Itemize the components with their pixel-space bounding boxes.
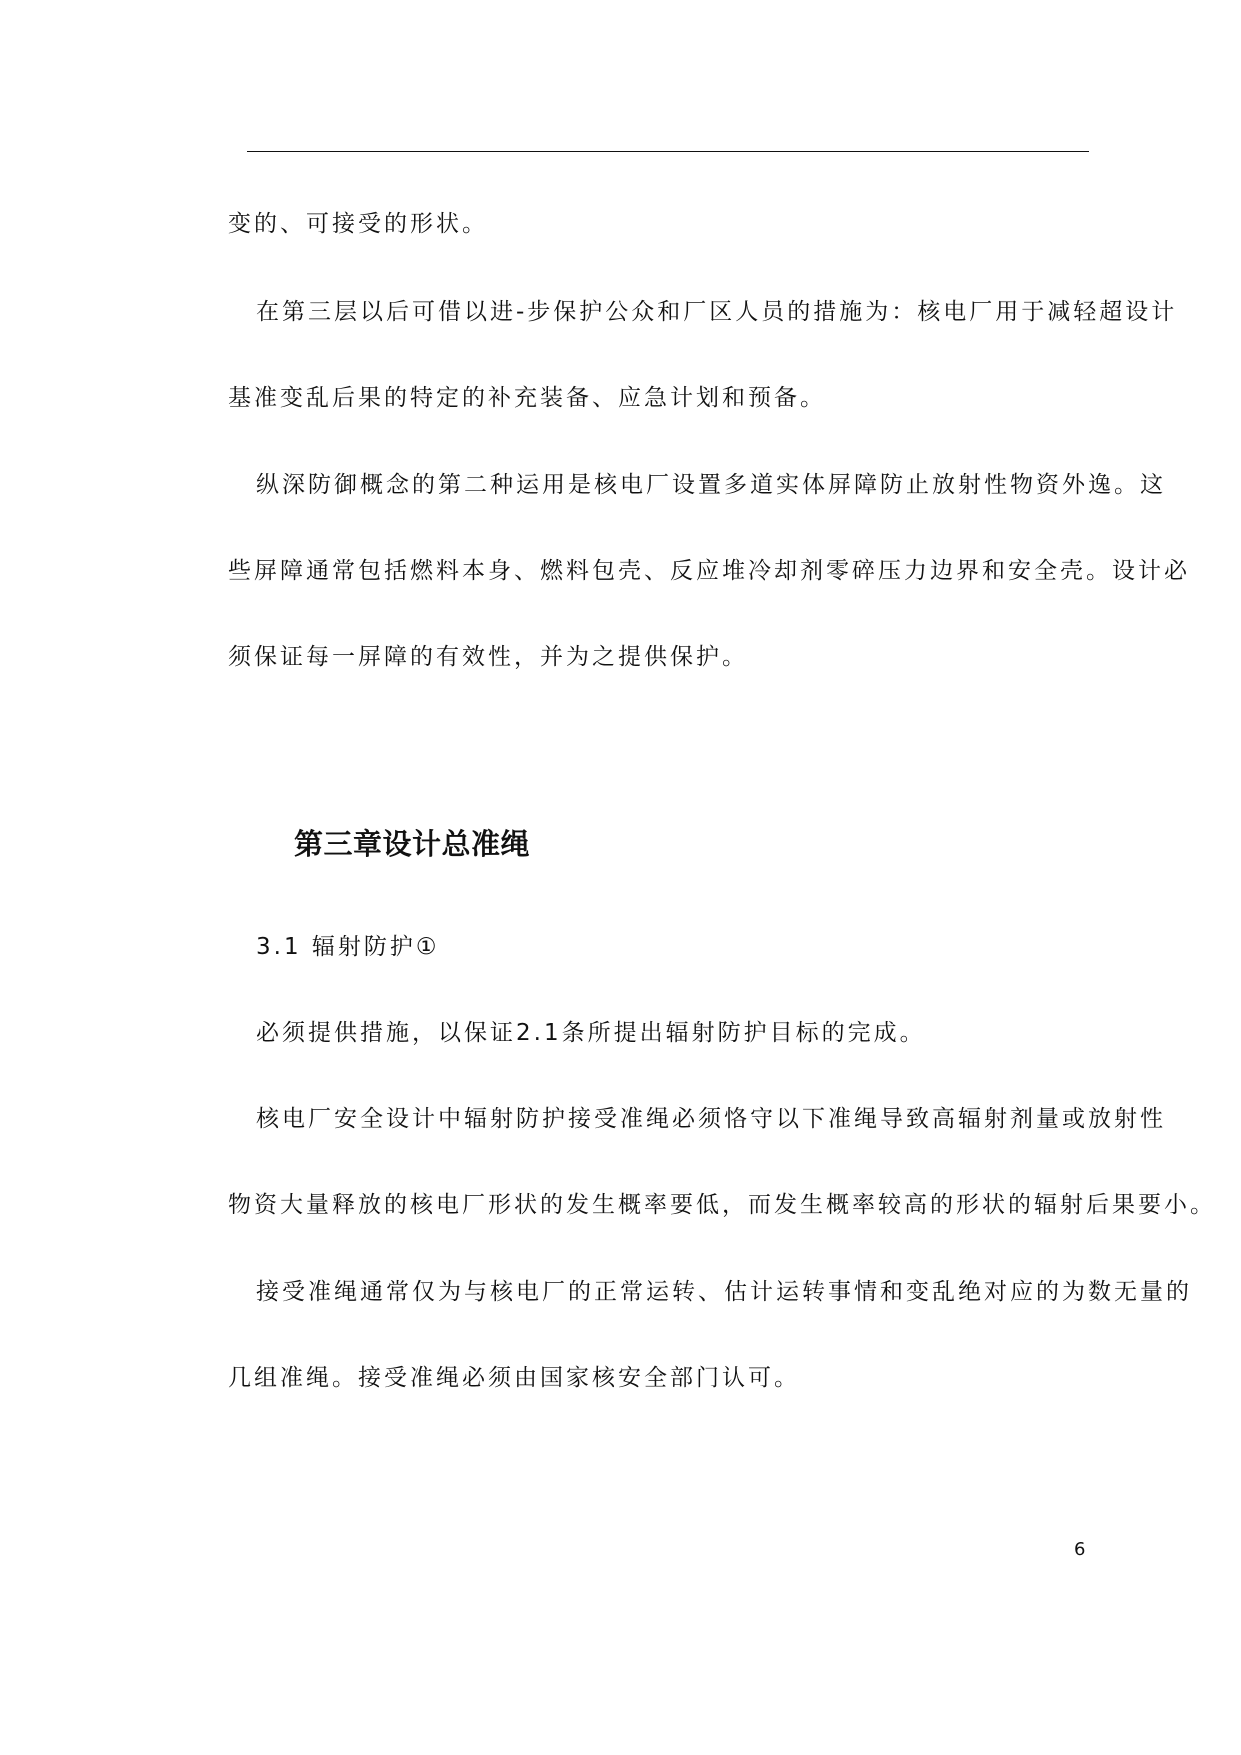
header-rule [247, 151, 1089, 152]
paragraph-line: 些屏障通常包括燃料本身、燃料包壳、反应堆冷却剂零碎压力边界和安全壳。设计必 [228, 558, 1190, 584]
paragraph-line: 基准变乱后果的特定的补充装备、应急计划和预备。 [228, 385, 826, 411]
paragraph-line: 几组准绳。接受准绳必须由国家核安全部门认可。 [228, 1365, 800, 1391]
page-number: 6 [1074, 1539, 1086, 1560]
section-heading: 3.1 辐射防护① [256, 934, 440, 960]
paragraph-line: 须保证每一屏障的有效性，并为之提供保护。 [228, 644, 748, 670]
paragraph-line: 纵深防御概念的第二种运用是核电厂设置多道实体屏障防止放射性物资外逸。这 [256, 472, 1166, 498]
paragraph-line: 在第三层以后可借以进-步保护公众和厂区人员的措施为：核电厂用于减轻超设计 [256, 299, 1178, 325]
paragraph-line: 物资大量释放的核电厂形状的发生概率要低，而发生概率较高的形状的辐射后果要小。 [228, 1192, 1216, 1218]
paragraph-line: 接受准绳通常仅为与核电厂的正常运转、估计运转事情和变乱绝对应的为数无量的 [256, 1279, 1192, 1305]
paragraph-line: 变的、可接受的形状。 [228, 211, 488, 237]
paragraph-line: 必须提供措施，以保证2.1条所提出辐射防护目标的完成。 [256, 1020, 926, 1046]
chapter-title: 第三章设计总准绳 [294, 827, 531, 861]
paragraph-line: 核电厂安全设计中辐射防护接受准绳必须恪守以下准绳导致高辐射剂量或放射性 [256, 1106, 1166, 1132]
